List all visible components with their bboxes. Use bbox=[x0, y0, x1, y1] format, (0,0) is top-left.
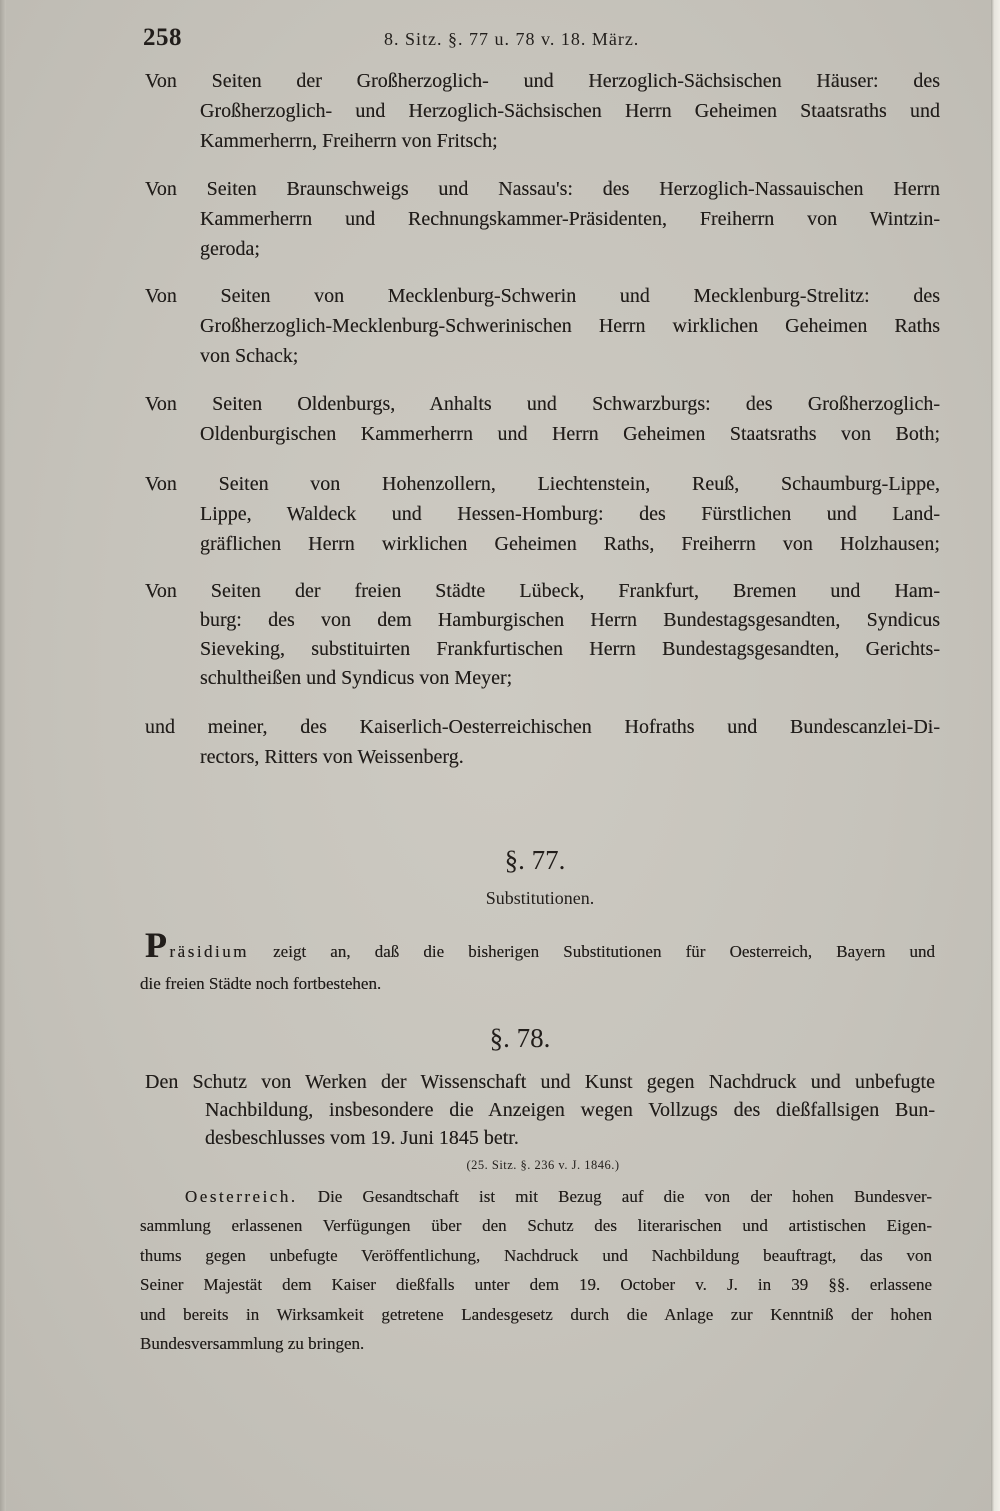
text-line: geroda; bbox=[200, 238, 260, 260]
text-line: burg: des von dem Hamburgischen Herrn Bundestagsgesandten, Syndicus bbox=[200, 609, 940, 631]
text-line: Von Seiten Oldenburgs, Anhalts und Schwarzburgs: des Großherzoglich- bbox=[145, 393, 940, 415]
text-line: Großherzoglich-Mecklenburg-Schwerinischen Herrn wirklichen Geheimen Raths bbox=[200, 315, 940, 337]
attendance-paragraph bbox=[145, 469, 940, 559]
text-line: Sieveking, substituirten Frankfurtischen Herrn Bundestagsgesandten, Gerichts- bbox=[200, 638, 940, 660]
text-line: Von Seiten von Hohenzollern, Liechtenstein, Reuß, Schaumburg-Lippe, bbox=[145, 473, 940, 495]
page-edge-left bbox=[0, 0, 6, 1511]
section-77-text bbox=[140, 925, 936, 1000]
text-line: rectors, Ritters von Weissenberg. bbox=[200, 746, 464, 768]
text-line: Lippe, Waldeck und Hessen-Homburg: des Fürstlichen und Land- bbox=[200, 503, 940, 525]
text-line: Kammerherrn und Rechnungskammer-Präsidenten, Freiherrn von Wintzin- bbox=[200, 208, 940, 230]
attendance-paragraph bbox=[145, 577, 940, 693]
text-line: Von Seiten Braunschweigs und Nassau's: des Herzoglich-Nassauischen Herrn bbox=[145, 178, 940, 200]
text-line: Bundesversammlung zu bringen. bbox=[140, 1334, 365, 1354]
text-line: Von Seiten der Großherzoglich- und Herzoglich-Sächsischen Häuser: des bbox=[145, 70, 940, 92]
section-77-number: §. 77. bbox=[504, 845, 566, 875]
text-line: sammlung erlassenen Verfügungen über den Schutz des literarischen und artistischen Eigen- bbox=[140, 1216, 932, 1236]
text-line bbox=[140, 925, 936, 968]
section-78-reference: (25. Sitz. §. 236 v. J. 1846.) bbox=[466, 1158, 620, 1172]
text-line: die freien Städte noch fortbestehen. bbox=[140, 974, 382, 993]
austria-keyword: Oesterreich. bbox=[185, 1187, 298, 1206]
text-line: Von Seiten der freien Städte Lübeck, Frankfurt, Bremen und Ham- bbox=[145, 580, 940, 602]
text-line: Oldenburgischen Kammerherrn und Herrn Geheimen Staatsraths von Both; bbox=[200, 423, 940, 445]
page-number: 258 bbox=[143, 24, 182, 51]
section-78-subject bbox=[145, 1068, 935, 1152]
text-line: Nachbildung, insbesondere die Anzeigen wegen Vollzugs des dießfallsigen Bun- bbox=[205, 1099, 935, 1121]
running-header: 8. Sitz. §. 77 u. 78 v. 18. März. bbox=[384, 29, 640, 49]
section-77-title: Substitutionen. bbox=[485, 888, 595, 908]
text-line: Seiner Majestät dem Kaiser dießfalls unter dem 19. October v. J. in 39 §§. erlassene bbox=[140, 1275, 932, 1295]
attendance-paragraph bbox=[145, 389, 940, 449]
text-line: Großherzoglich- und Herzoglich-Sächsischen Herrn Geheimen Staatsraths und bbox=[200, 100, 940, 122]
text-line: Kammerherrn, Freiherrn von Fritsch; bbox=[200, 130, 498, 152]
text-run: Die Gesandtschaft ist mit Bezug auf die von der hohen Bundesver- bbox=[317, 1187, 933, 1206]
attendance-paragraph bbox=[145, 66, 940, 156]
text-line: schultheißen und Syndicus von Meyer; bbox=[200, 667, 513, 689]
page-edge-right bbox=[991, 0, 1000, 1511]
presidium-keyword: Präsidium bbox=[145, 925, 249, 965]
attendance-paragraph bbox=[145, 281, 940, 371]
text-line: thums gegen unbefugte Veröffentlichung, Nachdruck und Nachbildung beauftragt, das von bbox=[140, 1245, 932, 1265]
text-line: und bereits in Wirksamkeit getretene Landesgesetz durch die Anlage zur Kenntniß der hohen bbox=[140, 1304, 932, 1324]
text-line bbox=[140, 1182, 932, 1211]
section-78-statement bbox=[140, 1182, 932, 1358]
attendance-paragraph bbox=[145, 712, 940, 772]
attendance-paragraph bbox=[145, 174, 940, 264]
text-line: und meiner, des Kaiserlich-Oesterreichischen Hofraths und Bundescanzlei-Di- bbox=[145, 716, 940, 738]
text-line: desbeschlusses vom 19. Juni 1845 betr. bbox=[205, 1127, 519, 1149]
text-line: gräflichen Herrn wirklichen Geheimen Raths, Freiherrn von Holzhausen; bbox=[200, 533, 940, 555]
text-line: Von Seiten von Mecklenburg-Schwerin und Mecklenburg-Strelitz: des bbox=[145, 285, 940, 307]
text-run: zeigt an, daß die bisherigen Substitutionen für Oesterreich, Bayern und bbox=[273, 942, 936, 961]
text-line: Den Schutz von Werken der Wissenschaft und Kunst gegen Nachdruck und unbefugte bbox=[145, 1071, 935, 1093]
section-78-number: §. 78. bbox=[489, 1023, 551, 1053]
text-line: von Schack; bbox=[200, 345, 299, 367]
